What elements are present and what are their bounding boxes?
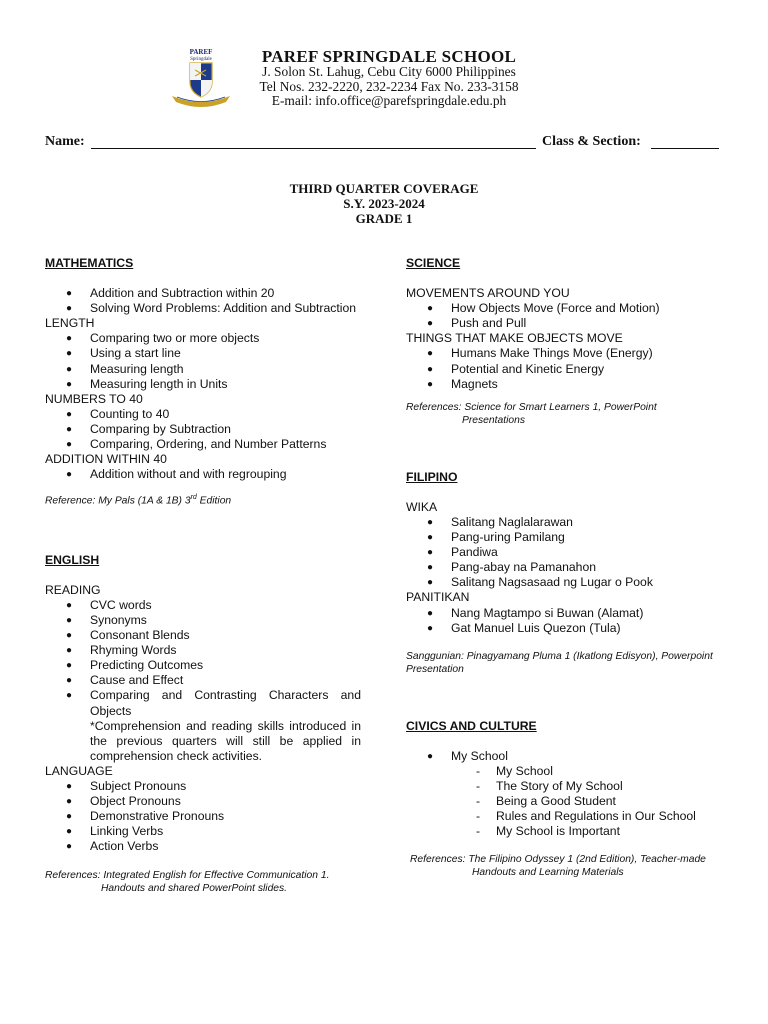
things-label: THINGS THAT MAKE OBJECTS MOVE xyxy=(406,331,623,346)
math-reference-sup: rd xyxy=(190,494,197,502)
school-address: J. Solon St. Lahug, Cebu City 6000 Philippines xyxy=(262,64,516,79)
list-item: - The Story of My School xyxy=(406,779,724,794)
science-heading: SCIENCE xyxy=(406,256,461,270)
english-heading: ENGLISH xyxy=(45,552,100,567)
title-line-3: GRADE 1 xyxy=(355,211,413,226)
list-item: - Rules and Regulations in Our School xyxy=(406,809,724,824)
math-reference xyxy=(45,491,361,507)
school-header xyxy=(244,48,534,109)
class-section-field[interactable] xyxy=(651,148,719,149)
science-reference-line1: References: Science for Smart Learners 1, PowerPoint xyxy=(406,401,657,413)
list-item: ● Pang-abay na Pamanahon xyxy=(406,560,724,575)
list-item: ● Linking Verbs xyxy=(45,824,361,839)
list-item: - Being a Good Student xyxy=(406,794,724,809)
language-label: LANGUAGE xyxy=(45,763,113,778)
panitikan-label: PANITIKAN xyxy=(406,590,470,605)
list-item: ● Object Pronouns xyxy=(45,794,361,809)
list-item: ● Measuring length xyxy=(45,362,361,377)
english-reference-line2: Handouts and shared PowerPoint slides. xyxy=(101,882,288,894)
list-item: ● Solving Word Problems: Addition and Subtraction xyxy=(45,301,361,316)
list-item: ● CVC words xyxy=(45,598,361,613)
list-item: - My School xyxy=(406,764,724,779)
movements-list xyxy=(406,301,724,331)
school-name: PAREF SPRINGDALE SCHOOL xyxy=(261,47,517,66)
wika-label: WIKA xyxy=(406,499,438,514)
civics-list xyxy=(406,749,724,764)
list-item: ● Humans Make Things Move (Energy) xyxy=(406,346,724,361)
list-item: ● Nang Magtampo si Buwan (Alamat) xyxy=(406,606,724,621)
class-section-label: Class & Section: xyxy=(542,134,641,149)
reading-label: READING xyxy=(45,582,101,597)
math-group1-list xyxy=(45,286,361,316)
wika-list xyxy=(406,515,724,590)
civics-reference xyxy=(406,853,724,879)
civics-sublist xyxy=(406,764,724,839)
list-item: ● Demonstrative Pronouns xyxy=(45,809,361,824)
list-item: ● Using a start line xyxy=(45,346,361,361)
filipino-reference-line1: Sanggunian: Pinagyamang Pluma 1 (Ikatlong Edisyon), Powerpoint xyxy=(406,650,713,662)
list-item: ● Comparing two or more objects xyxy=(45,331,361,346)
addition-label: ADDITION WITHIN 40 xyxy=(45,452,167,467)
filipino-reference-line2: Presentation xyxy=(406,663,464,675)
civics-heading: CIVICS AND CULTURE xyxy=(406,718,537,733)
list-item: ● How Objects Move (Force and Motion) xyxy=(406,301,724,316)
list-item: ● Comparing and Contrasting Characters and Objects xyxy=(45,688,361,718)
math-reference-text: Reference: My Pals (1A & 1B) 3 xyxy=(45,495,191,507)
svg-text:Springdale: Springdale xyxy=(190,57,212,62)
list-item: ● My School xyxy=(406,749,724,764)
list-item: ● Cause and Effect xyxy=(45,673,361,688)
svg-text:PAREF: PAREF xyxy=(189,48,213,56)
list-item: ● Addition and Subtraction within 20 xyxy=(45,286,361,301)
list-item: ● Salitang Nagsasaad ng Lugar o Pook xyxy=(406,575,724,590)
science-reference-line2: Presentations xyxy=(462,414,525,426)
math-reference-edition: Edition xyxy=(196,495,232,507)
math-heading: MATHEMATICS xyxy=(45,256,134,270)
document-title xyxy=(0,181,768,226)
list-item: - My School is Important xyxy=(406,824,724,839)
list-item: ● Magnets xyxy=(406,377,724,392)
school-logo-icon xyxy=(168,46,234,110)
list-item: ● Measuring length in Units xyxy=(45,377,361,392)
list-item: ● Push and Pull xyxy=(406,316,724,331)
list-item: ● Counting to 40 xyxy=(45,407,361,422)
science-reference xyxy=(406,401,724,427)
name-label: Name: xyxy=(45,134,85,149)
left-column xyxy=(45,256,361,895)
reading-list xyxy=(45,598,361,719)
list-item: ● Rhyming Words xyxy=(45,643,361,658)
title-line-2: S.Y. 2023-2024 xyxy=(343,196,425,211)
list-item: ● Salitang Naglalarawan xyxy=(406,515,724,530)
list-item: ● Subject Pronouns xyxy=(45,779,361,794)
numbers-list xyxy=(45,407,361,452)
school-email: E-mail: info.office@parefspringdale.edu.ph xyxy=(271,93,507,108)
list-item: ● Potential and Kinetic Energy xyxy=(406,362,724,377)
list-item: ● Pandiwa xyxy=(406,545,724,560)
length-list xyxy=(45,331,361,391)
english-reference-line1: References: Integrated English for Effective Communication 1. xyxy=(45,869,330,881)
list-item: ● Action Verbs xyxy=(45,839,361,854)
list-item: ● Comparing, Ordering, and Number Patterns xyxy=(45,437,361,452)
reading-note: *Comprehension and reading skills introduced in the previous quarters will still be applied in comprehension check activities. xyxy=(90,718,361,763)
list-item: ● Synonyms xyxy=(45,613,361,628)
things-list xyxy=(406,346,724,391)
civics-reference-line2: Handouts and Learning Materials xyxy=(472,867,624,879)
numbers-label: NUMBERS TO 40 xyxy=(45,391,143,406)
panitikan-list xyxy=(406,606,724,636)
length-label: LENGTH xyxy=(45,316,95,331)
list-item: ● Addition without and with regrouping xyxy=(45,467,361,482)
list-item: ● Pang-uring Pamilang xyxy=(406,530,724,545)
list-item: ● Gat Manuel Luis Quezon (Tula) xyxy=(406,621,724,636)
language-list xyxy=(45,779,361,854)
name-field[interactable] xyxy=(91,148,536,149)
title-line-1: THIRD QUARTER COVERAGE xyxy=(289,181,479,196)
filipino-heading: FILIPINO xyxy=(406,469,458,484)
list-item: ● Consonant Blends xyxy=(45,628,361,643)
civics-reference-line1: References: The Filipino Odyssey 1 (2nd Edition), Teacher-made xyxy=(410,854,706,866)
addition-list xyxy=(45,467,361,482)
school-phone: Tel Nos. 232-2220, 232-2234 Fax No. 233-3158 xyxy=(259,78,519,94)
filipino-reference xyxy=(406,650,724,676)
list-item: ● Predicting Outcomes xyxy=(45,658,361,673)
right-column xyxy=(406,256,724,879)
english-reference xyxy=(45,869,361,895)
movements-label: MOVEMENTS AROUND YOU xyxy=(406,286,570,301)
list-item: ● Comparing by Subtraction xyxy=(45,422,361,437)
